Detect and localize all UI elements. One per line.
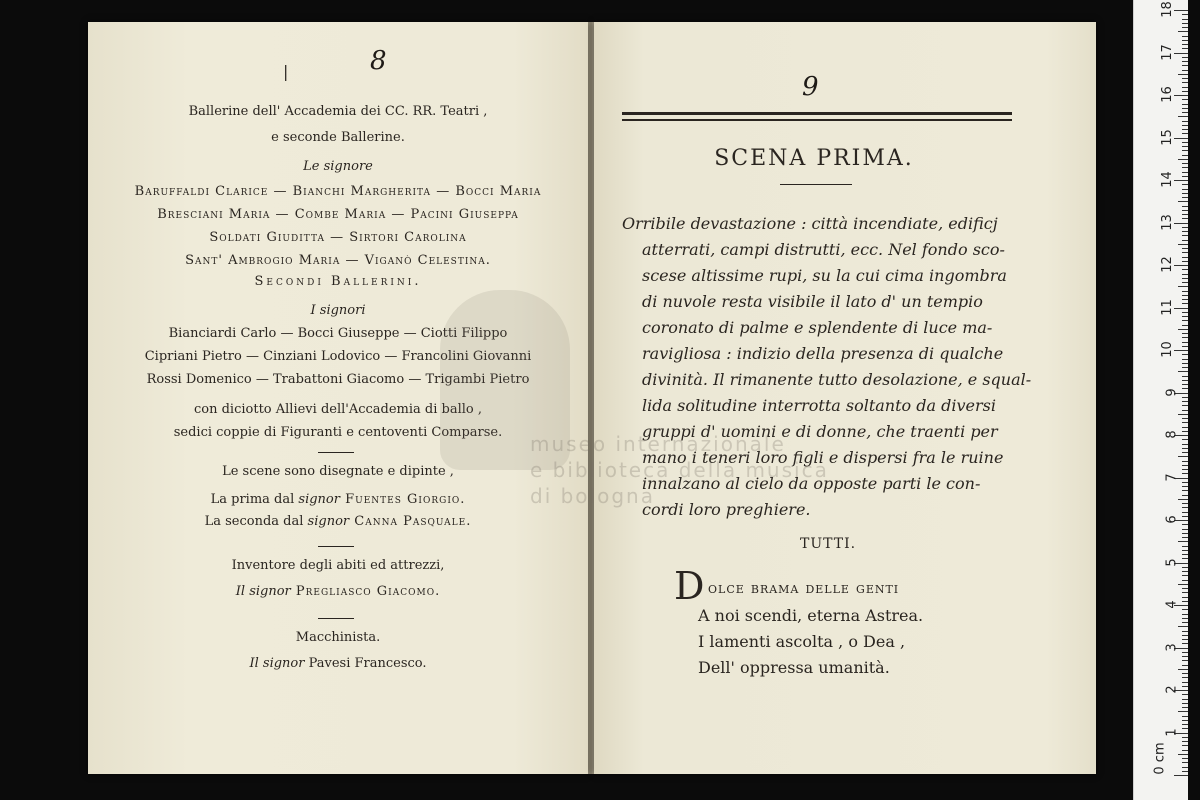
ruler-tick bbox=[1182, 461, 1188, 462]
ruler-tick bbox=[1182, 231, 1188, 232]
macchinista-name: Pavesi Francesco. bbox=[304, 656, 427, 671]
ruler-tick bbox=[1182, 252, 1188, 253]
signore-line-4: Sant' Ambrogio Maria — Viganò Celestina. bbox=[185, 253, 491, 268]
ruler-tick bbox=[1178, 456, 1188, 457]
ruler-tick bbox=[1182, 558, 1188, 559]
seconda-line bbox=[88, 514, 588, 529]
ruler-tick bbox=[1182, 495, 1188, 496]
ruler-tick bbox=[1182, 737, 1188, 738]
ruler-tick bbox=[1182, 129, 1188, 130]
ruler-tick bbox=[1182, 622, 1188, 623]
ruler-tick bbox=[1178, 541, 1188, 542]
divider-1 bbox=[318, 452, 354, 453]
ruler-tick bbox=[1182, 741, 1188, 742]
macchinista-line: Macchinista. bbox=[295, 630, 381, 645]
ruler-tick bbox=[1178, 499, 1188, 500]
ruler-tick bbox=[1182, 384, 1188, 385]
ruler-number: 5 bbox=[1164, 557, 1180, 567]
ruler-tick bbox=[1182, 516, 1188, 517]
ruler-tick bbox=[1182, 363, 1188, 364]
secondi-ballerini-heading: Secondi Ballerini. bbox=[254, 274, 422, 289]
ruler-tick bbox=[1174, 775, 1188, 776]
ruler-tick bbox=[1182, 575, 1188, 576]
tutti-label: TUTTI. bbox=[800, 536, 857, 552]
page-number-left: 8 bbox=[370, 46, 387, 76]
signori-line-1: Bianciardi Carlo — Bocci Giuseppe — Ciotti Filippo bbox=[168, 326, 508, 341]
ruler-tick bbox=[1182, 588, 1188, 589]
ruler-number: 14 bbox=[1160, 171, 1176, 188]
ruler-tick bbox=[1182, 486, 1188, 487]
ruler-tick bbox=[1182, 121, 1188, 122]
description-line-5: coronato di palme e splendente di luce ma- bbox=[642, 318, 993, 337]
ruler-tick bbox=[1178, 201, 1188, 202]
ruler-tick bbox=[1178, 584, 1188, 585]
ruler-tick bbox=[1182, 699, 1188, 700]
scene-title: SCENA PRIMA. bbox=[714, 146, 914, 171]
prima-name: Fuentes Giorgio. bbox=[339, 492, 466, 507]
macchinista-signor: Il signor bbox=[249, 656, 305, 671]
description-line-9: gruppi d' uomini e di donne, che traenti per bbox=[642, 422, 998, 441]
ruler-tick bbox=[1178, 754, 1188, 755]
ruler-tick bbox=[1178, 329, 1188, 330]
double-rule-top bbox=[622, 112, 1012, 115]
right-page bbox=[594, 22, 1096, 774]
ruler-tick bbox=[1182, 342, 1188, 343]
ruler-tick bbox=[1178, 371, 1188, 372]
le-signore-label: Le signore bbox=[303, 159, 373, 174]
ruler-number: 18 bbox=[1160, 1, 1176, 18]
ruler-tick bbox=[1182, 346, 1188, 347]
verse-line-1 bbox=[708, 578, 899, 597]
ruler-tick bbox=[1182, 112, 1188, 113]
ruler-tick bbox=[1182, 482, 1188, 483]
ruler-tick bbox=[1182, 580, 1188, 581]
ruler-tick bbox=[1182, 724, 1188, 725]
description-line-6: ravigliosa : indizio della presenza di qualche bbox=[642, 344, 1004, 363]
ruler-tick bbox=[1174, 10, 1188, 11]
ruler-tick bbox=[1182, 507, 1188, 508]
ruler-tick bbox=[1182, 172, 1188, 173]
ruler-number: 11 bbox=[1160, 298, 1176, 316]
ruler-tick bbox=[1182, 707, 1188, 708]
seconda-text: La seconda dal bbox=[204, 514, 308, 529]
ruler-tick bbox=[1174, 53, 1188, 54]
ruler-tick bbox=[1182, 40, 1188, 41]
ruler-tick bbox=[1182, 643, 1188, 644]
ruler-tick bbox=[1182, 87, 1188, 88]
ruler-tick bbox=[1178, 414, 1188, 415]
ruler-tick bbox=[1182, 571, 1188, 572]
watermark-line-2: e biblioteca della musica bbox=[530, 458, 829, 482]
ruler-tick bbox=[1182, 214, 1188, 215]
inventore-name: Pregliasco Giacomo. bbox=[290, 584, 441, 599]
margin-mark: | bbox=[283, 62, 289, 81]
ruler-tick bbox=[1182, 524, 1188, 525]
ruler-tick bbox=[1182, 405, 1188, 406]
measurement-ruler bbox=[1133, 0, 1188, 800]
ruler-tick bbox=[1178, 711, 1188, 712]
ruler-tick bbox=[1182, 61, 1188, 62]
ruler-tick bbox=[1182, 27, 1188, 28]
ruler-tick bbox=[1182, 206, 1188, 207]
ruler-tick bbox=[1182, 295, 1188, 296]
prima-line bbox=[88, 492, 588, 507]
ruler-number: 8 bbox=[1164, 430, 1180, 439]
ruler-tick bbox=[1182, 728, 1188, 729]
ruler-tick bbox=[1182, 70, 1188, 71]
ruler-tick bbox=[1178, 626, 1188, 627]
ruler-tick bbox=[1182, 431, 1188, 432]
ruler-tick bbox=[1182, 359, 1188, 360]
ruler-tick bbox=[1182, 439, 1188, 440]
seconda-name: Canna Pasquale. bbox=[349, 514, 472, 529]
ruler-tick bbox=[1182, 291, 1188, 292]
description-line-4: di nuvole resta visibile il lato d' un tempio bbox=[642, 292, 983, 311]
ruler-tick bbox=[1178, 669, 1188, 670]
ruler-tick bbox=[1182, 333, 1188, 334]
ruler-tick bbox=[1182, 184, 1188, 185]
ruler-tick bbox=[1174, 95, 1188, 96]
divider-2 bbox=[318, 546, 354, 547]
ruler-tick bbox=[1182, 660, 1188, 661]
allievi-line-1: con diciotto Allievi dell'Accademia di ballo , bbox=[193, 402, 483, 417]
ruler-number: 17 bbox=[1160, 43, 1176, 61]
signore-line-2: Bresciani Maria — Combe Maria — Pacini Giuseppa bbox=[157, 207, 519, 222]
heading-line-1: Ballerine dell' Accademia dei CC. RR. Teatri , bbox=[188, 104, 488, 119]
ruler-tick bbox=[1182, 469, 1188, 470]
signori-line-3: Rossi Domenico — Trabattoni Giacomo — Trigambi Pietro bbox=[146, 372, 530, 387]
ruler-tick bbox=[1174, 223, 1188, 224]
ruler-number: 7 bbox=[1164, 472, 1180, 482]
ruler-tick bbox=[1182, 656, 1188, 657]
ruler-tick bbox=[1182, 193, 1188, 194]
ruler-tick bbox=[1182, 108, 1188, 109]
ruler-tick bbox=[1182, 14, 1188, 15]
ruler-tick bbox=[1182, 337, 1188, 338]
inventore-name-line bbox=[88, 584, 588, 599]
ruler-tick bbox=[1182, 261, 1188, 262]
ruler-tick bbox=[1182, 303, 1188, 304]
description-line-12: cordi loro preghiere. bbox=[642, 500, 811, 519]
ruler-tick bbox=[1182, 631, 1188, 632]
ruler-number: 3 bbox=[1164, 642, 1180, 652]
ruler-tick bbox=[1182, 248, 1188, 249]
ruler-tick bbox=[1174, 350, 1188, 351]
ruler-tick bbox=[1182, 703, 1188, 704]
ruler-tick bbox=[1182, 91, 1188, 92]
ruler-tick bbox=[1182, 618, 1188, 619]
prima-text: La prima dal bbox=[210, 492, 299, 507]
ruler-tick bbox=[1182, 44, 1188, 45]
ruler-number: 9 bbox=[1164, 387, 1180, 397]
ruler-tick bbox=[1182, 758, 1188, 759]
ruler-tick bbox=[1182, 639, 1188, 640]
ruler-tick bbox=[1182, 125, 1188, 126]
ruler-tick bbox=[1178, 159, 1188, 160]
ruler-tick bbox=[1182, 388, 1188, 389]
ruler-number: 12 bbox=[1160, 256, 1176, 273]
ruler-tick bbox=[1182, 546, 1188, 547]
ruler-tick bbox=[1182, 533, 1188, 534]
ruler-tick bbox=[1182, 99, 1188, 100]
ruler-tick bbox=[1174, 138, 1188, 139]
ruler-tick bbox=[1182, 750, 1188, 751]
ruler-tick bbox=[1182, 235, 1188, 236]
ruler-tick bbox=[1178, 244, 1188, 245]
ruler-tick bbox=[1182, 529, 1188, 530]
allievi-line-2: sedici coppie di Figuranti e centoventi Comparse. bbox=[173, 425, 503, 440]
ruler-tick bbox=[1182, 745, 1188, 746]
ruler-tick bbox=[1182, 155, 1188, 156]
ruler-tick bbox=[1182, 133, 1188, 134]
ruler-tick bbox=[1182, 720, 1188, 721]
ruler-number: 2 bbox=[1164, 685, 1180, 694]
description-line-1: Orribile devastazione : città incendiate, edificj bbox=[622, 214, 998, 233]
page-number-right: 9 bbox=[802, 72, 819, 102]
ruler-tick bbox=[1182, 312, 1188, 313]
description-line-2: atterrati, campi distrutti, ecc. Nel fondo sco- bbox=[642, 240, 1005, 259]
verse-1-text: olce brama delle genti bbox=[708, 578, 900, 597]
ruler-tick bbox=[1182, 682, 1188, 683]
ruler-tick bbox=[1182, 210, 1188, 211]
ruler-tick bbox=[1182, 673, 1188, 674]
watermark-line-1: museo internazionale bbox=[530, 432, 786, 456]
ruler-tick bbox=[1182, 767, 1188, 768]
ruler-tick bbox=[1182, 36, 1188, 37]
ruler-tick bbox=[1182, 609, 1188, 610]
ruler-tick bbox=[1182, 274, 1188, 275]
ruler-tick bbox=[1174, 265, 1188, 266]
ruler-tick bbox=[1182, 57, 1188, 58]
ruler-tick bbox=[1182, 78, 1188, 79]
ruler-tick bbox=[1182, 397, 1188, 398]
ruler-tick bbox=[1182, 316, 1188, 317]
ruler-tick bbox=[1182, 240, 1188, 241]
ruler-number: 4 bbox=[1164, 600, 1180, 609]
prima-signor: signor bbox=[298, 492, 340, 507]
ruler-tick bbox=[1182, 163, 1188, 164]
ruler-tick bbox=[1182, 189, 1188, 190]
inventore-line: Inventore degli abiti ed attrezzi, bbox=[231, 558, 445, 573]
ruler-tick bbox=[1174, 180, 1188, 181]
macchinista-name-line bbox=[88, 656, 588, 671]
ruler-tick bbox=[1182, 197, 1188, 198]
ruler-tick bbox=[1182, 694, 1188, 695]
ruler-tick bbox=[1182, 601, 1188, 602]
ruler-number: 15 bbox=[1160, 128, 1176, 146]
ruler-tick bbox=[1182, 269, 1188, 270]
ruler-tick bbox=[1182, 418, 1188, 419]
ruler-tick bbox=[1182, 218, 1188, 219]
verse-line-4: Dell' oppressa umanità. bbox=[698, 658, 890, 677]
ruler-tick bbox=[1182, 282, 1188, 283]
ruler-tick bbox=[1182, 82, 1188, 83]
ruler-tick bbox=[1182, 444, 1188, 445]
double-rule-bottom bbox=[622, 119, 1012, 121]
ruler-tick bbox=[1182, 592, 1188, 593]
ruler-tick bbox=[1182, 401, 1188, 402]
ruler-tick bbox=[1182, 142, 1188, 143]
ruler-tick bbox=[1182, 716, 1188, 717]
signore-line-3: Soldati Giuditta — Sirtori Carolina bbox=[209, 230, 467, 245]
ruler-tick bbox=[1182, 320, 1188, 321]
ruler-tick bbox=[1174, 308, 1188, 309]
verse-line-3: I lamenti ascolta , o Dea , bbox=[698, 632, 906, 651]
ruler-tick bbox=[1182, 257, 1188, 258]
ruler-tick bbox=[1182, 150, 1188, 151]
ruler-tick bbox=[1182, 410, 1188, 411]
ruler-tick bbox=[1178, 116, 1188, 117]
title-underline bbox=[780, 184, 852, 185]
verse-line-2: A noi scendi, eterna Astrea. bbox=[698, 606, 924, 625]
ruler-tick bbox=[1182, 48, 1188, 49]
ruler-tick bbox=[1182, 376, 1188, 377]
scene-line: Le scene sono disegnate e dipinte , bbox=[222, 464, 454, 479]
ruler-tick bbox=[1182, 104, 1188, 105]
ruler-tick bbox=[1182, 299, 1188, 300]
ruler-unit: 0 cm bbox=[1152, 742, 1168, 775]
ruler-tick bbox=[1182, 686, 1188, 687]
ruler-tick bbox=[1182, 427, 1188, 428]
watermark-line-3: di bologna bbox=[530, 484, 655, 508]
ruler-tick bbox=[1182, 367, 1188, 368]
i-signori-label: I signori bbox=[310, 303, 366, 318]
description-line-11: innalzano al cielo da opposte parti le con- bbox=[642, 474, 981, 493]
ruler-tick bbox=[1182, 354, 1188, 355]
ruler-tick bbox=[1182, 537, 1188, 538]
ruler-number: 1 bbox=[1164, 727, 1180, 737]
ruler-tick bbox=[1182, 677, 1188, 678]
ruler-tick bbox=[1182, 554, 1188, 555]
ruler-number: 6 bbox=[1164, 515, 1180, 524]
ruler-tick bbox=[1178, 286, 1188, 287]
ruler-tick bbox=[1182, 452, 1188, 453]
ruler-tick bbox=[1182, 762, 1188, 763]
ruler-tick bbox=[1182, 380, 1188, 381]
heading-line-2: e seconde Ballerine. bbox=[271, 130, 405, 145]
description-line-7: divinità. Il rimanente tutto desolazione, e squal- bbox=[642, 370, 1032, 389]
ruler-tick bbox=[1182, 550, 1188, 551]
signore-line-1: Baruffaldi Clarice — Bianchi Margherita — Bocci Maria bbox=[134, 184, 542, 199]
ruler-tick bbox=[1182, 490, 1188, 491]
ruler-tick bbox=[1182, 652, 1188, 653]
description-line-8: lida solitudine interrotta soltanto da diversi bbox=[642, 396, 996, 415]
ruler-tick bbox=[1182, 325, 1188, 326]
ruler-tick bbox=[1182, 167, 1188, 168]
ruler-number: 16 bbox=[1160, 86, 1176, 103]
ruler-tick bbox=[1182, 23, 1188, 24]
ruler-tick bbox=[1182, 422, 1188, 423]
ruler-tick bbox=[1182, 635, 1188, 636]
signori-line-2: Cipriani Pietro — Cinziani Lodovico — Francolini Giovanni bbox=[144, 349, 532, 364]
ruler-tick bbox=[1182, 278, 1188, 279]
divider-3 bbox=[318, 618, 354, 619]
ruler-tick bbox=[1182, 176, 1188, 177]
description-line-3: scese altissime rupi, su la cui cima ingombra bbox=[642, 266, 1007, 285]
ruler-tick bbox=[1182, 503, 1188, 504]
ruler-number: 13 bbox=[1160, 213, 1176, 231]
ruler-number: 10 bbox=[1160, 341, 1176, 358]
ruler-tick bbox=[1182, 19, 1188, 20]
drop-cap: D bbox=[674, 564, 705, 608]
ruler-tick bbox=[1182, 665, 1188, 666]
ruler-tick bbox=[1182, 597, 1188, 598]
ruler-tick bbox=[1182, 146, 1188, 147]
ruler-tick bbox=[1182, 512, 1188, 513]
ruler-tick bbox=[1182, 473, 1188, 474]
ruler-tick bbox=[1182, 614, 1188, 615]
ruler-tick bbox=[1178, 31, 1188, 32]
ruler-tick bbox=[1182, 567, 1188, 568]
ruler-tick bbox=[1182, 448, 1188, 449]
ruler-tick bbox=[1182, 465, 1188, 466]
ruler-tick bbox=[1182, 771, 1188, 772]
description-line-10: mano i teneri loro figli e dispersi fra le ruine bbox=[642, 448, 1004, 467]
inventore-signor: Il signor bbox=[235, 584, 291, 599]
ruler-tick bbox=[1182, 227, 1188, 228]
ruler-tick bbox=[1178, 74, 1188, 75]
seconda-signor: signor bbox=[307, 514, 350, 529]
ruler-tick bbox=[1182, 65, 1188, 66]
